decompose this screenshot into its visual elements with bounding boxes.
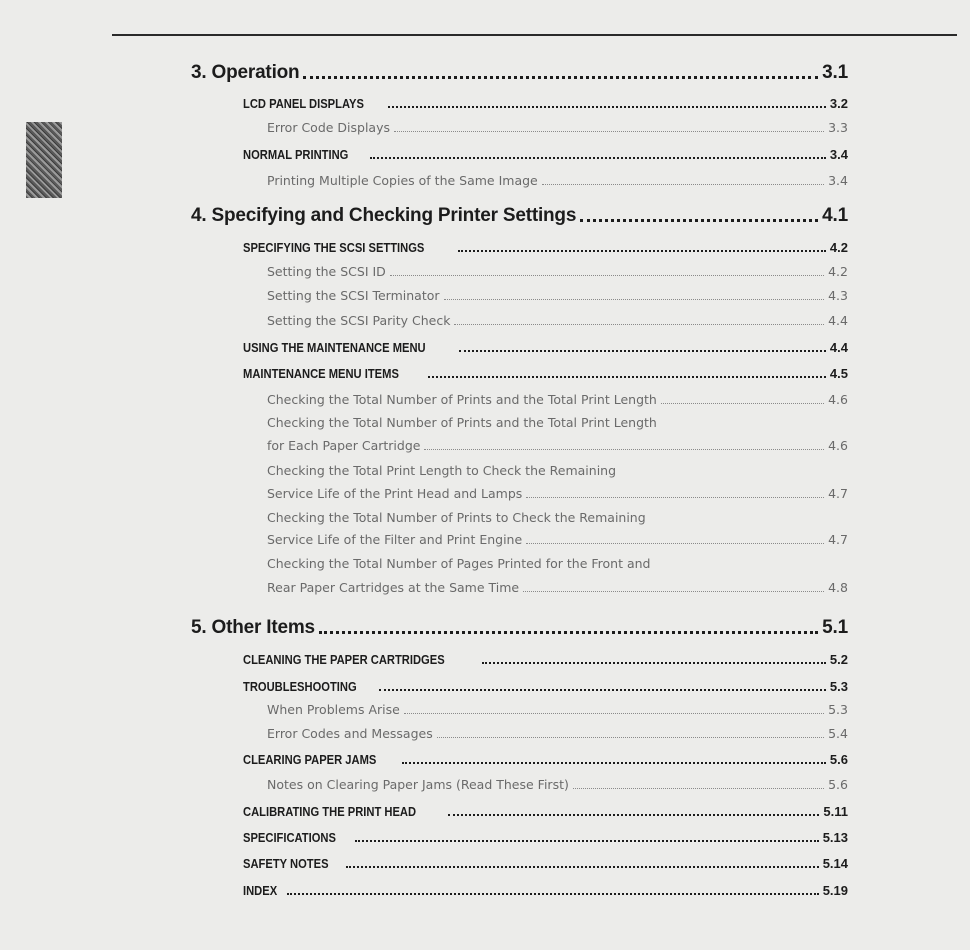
toc-entry-sub — [267, 486, 848, 501]
toc-entry-section — [243, 830, 848, 845]
dot-leader — [319, 631, 818, 634]
toc-page-number: 4.3 — [828, 288, 848, 303]
toc-page-number: 3.1 — [822, 62, 848, 83]
toc-page-number: 4.4 — [828, 313, 848, 328]
toc-entry-title: Setting the SCSI Parity Check — [267, 313, 451, 328]
dot-leader — [444, 299, 825, 300]
toc-page-number: 4.5 — [829, 366, 848, 381]
toc-entry-title: Checking the Total Number of Prints and the Total Print Length — [267, 415, 657, 430]
toc-page-number: 4.8 — [828, 580, 848, 595]
toc-entry-sub — [267, 264, 848, 279]
toc-page-number: 5.4 — [828, 726, 848, 741]
toc-page-number: 4.6 — [828, 392, 848, 407]
toc-entry-title: Printing Multiple Copies of the Same Image — [267, 173, 538, 188]
dot-leader — [458, 250, 826, 252]
toc-entry-title: Service Life of the Print Head and Lamps — [267, 486, 523, 501]
dot-leader — [482, 662, 826, 664]
toc-entry-sub — [267, 288, 848, 303]
dot-leader — [303, 76, 818, 79]
toc-entry-title: Checking the Total Number of Prints to Check the Remaining — [267, 510, 646, 525]
toc-entry-title: 5. Other Items — [191, 617, 315, 638]
toc-entry-section — [243, 752, 848, 767]
toc-page-number: 5.14 — [822, 856, 848, 871]
dot-leader — [428, 376, 826, 378]
toc-entry-sub — [267, 580, 848, 595]
dot-leader — [459, 350, 826, 352]
toc-entry-section — [243, 652, 848, 667]
toc-entry-title: Error Codes and Messages — [267, 726, 433, 741]
toc-entry-sub — [267, 313, 848, 328]
toc-entry-sub-line — [267, 510, 646, 525]
toc-entry-sub — [267, 173, 848, 188]
toc-entry-sub-line — [267, 415, 657, 430]
toc-entry-title: When Problems Arise — [267, 702, 400, 717]
toc-page-number: 5.11 — [823, 804, 848, 819]
toc-page-number: 4.1 — [822, 205, 848, 226]
toc-page-number: 4.2 — [828, 264, 848, 279]
toc-entry-section — [243, 147, 848, 162]
toc-entry-title: 4. Specifying and Checking Printer Settings — [191, 205, 577, 226]
toc-page-number: 3.2 — [829, 96, 848, 111]
toc-page-number: 4.6 — [828, 438, 848, 453]
toc-entry-title: Checking the Total Number of Prints and the Total Print Length — [267, 392, 657, 407]
dot-leader — [355, 840, 819, 842]
toc-entry-title: Notes on Clearing Paper Jams (Read These First) — [267, 777, 569, 792]
toc-entry-title: TROUBLESHOOTING — [243, 679, 357, 694]
toc-page-number: 5.13 — [822, 830, 848, 845]
toc-entry-title: SAFETY NOTES — [243, 856, 329, 871]
toc-entry-title: for Each Paper Cartridge — [267, 438, 421, 453]
toc-entry-sub-line — [267, 463, 616, 478]
toc-entry-chapter — [191, 617, 848, 639]
toc-entry-sub — [267, 702, 848, 717]
toc-entry-title: Checking the Total Print Length to Check the Remaining — [267, 463, 617, 478]
dot-leader — [287, 893, 819, 895]
dot-leader — [379, 689, 826, 691]
dot-leader — [394, 131, 824, 132]
toc-entry-title: Setting the SCSI ID — [267, 264, 386, 279]
toc-entry-title: Rear Paper Cartridges at the Same Time — [267, 580, 520, 595]
toc-entry-section — [243, 883, 848, 898]
toc-page-number: 4.7 — [828, 486, 848, 501]
chapter-tab-marker — [26, 122, 62, 198]
toc-entry-chapter — [191, 205, 848, 227]
toc-entry-title: Checking the Total Number of Pages Printed for the Front and — [267, 556, 651, 571]
toc-entry-section — [243, 804, 848, 819]
dot-leader — [526, 497, 824, 498]
dot-leader — [370, 157, 826, 159]
toc-entry-title: NORMAL PRINTING — [243, 147, 349, 162]
toc-page-number: 3.4 — [829, 147, 848, 162]
dot-leader — [388, 106, 826, 108]
toc-entry-title: Setting the SCSI Terminator — [267, 288, 440, 303]
toc-page-number: 5.2 — [829, 652, 848, 667]
dot-leader — [346, 866, 818, 868]
toc-entry-section — [243, 856, 848, 871]
toc-entry-title: SPECIFYING THE SCSI SETTINGS — [243, 240, 425, 255]
dot-leader — [402, 762, 826, 764]
toc-entry-section — [243, 366, 848, 381]
toc-entry-sub-line — [267, 556, 650, 571]
toc-page-number: 5.19 — [822, 883, 848, 898]
toc-entry-title: INDEX — [243, 883, 278, 898]
toc-entry-sub — [267, 392, 848, 407]
dot-leader — [542, 184, 824, 185]
toc-page-number: 5.1 — [822, 617, 848, 638]
toc-page-number: 3.4 — [828, 173, 848, 188]
toc-page-number: 5.6 — [828, 777, 848, 792]
toc-page-number: 4.2 — [829, 240, 848, 255]
dot-leader — [526, 543, 824, 544]
toc-entry-section — [243, 340, 848, 355]
header-rule — [112, 34, 957, 36]
dot-leader — [448, 814, 819, 816]
toc-entry-title: CLEANING THE PAPER CARTRIDGES — [243, 652, 445, 667]
toc-entry-sub — [267, 532, 848, 547]
toc-entry-title: Error Code Displays — [267, 120, 391, 135]
toc-entry-title: SPECIFICATIONS — [243, 830, 336, 845]
toc-page-number: 5.6 — [829, 752, 848, 767]
dot-leader — [424, 449, 824, 450]
dot-leader — [580, 219, 818, 222]
dot-leader — [454, 324, 824, 325]
dot-leader — [523, 591, 824, 592]
toc-entry-title: USING THE MAINTENANCE MENU — [243, 340, 426, 355]
toc-entry-section — [243, 240, 848, 255]
toc-entry-sub — [267, 777, 848, 792]
toc-page-number: 5.3 — [829, 679, 848, 694]
dot-leader — [404, 713, 824, 714]
dot-leader — [390, 275, 824, 276]
toc-page-number: 5.3 — [828, 702, 848, 717]
toc-entry-title: CLEARING PAPER JAMS — [243, 752, 377, 767]
toc-entry-title: LCD PANEL DISPLAYS — [243, 96, 364, 111]
toc-page-number: 4.4 — [829, 340, 848, 355]
toc-entry-title: MAINTENANCE MENU ITEMS — [243, 366, 399, 381]
toc-entry-sub — [267, 726, 848, 741]
toc-entry-title: CALIBRATING THE PRINT HEAD — [243, 804, 417, 819]
toc-entry-title: Service Life of the Filter and Print Engine — [267, 532, 523, 547]
toc-entry-section — [243, 679, 848, 694]
dot-leader — [661, 403, 824, 404]
toc-entry-sub — [267, 120, 848, 135]
dot-leader — [437, 737, 824, 738]
toc-entry-chapter — [191, 62, 848, 84]
toc-page-number: 4.7 — [828, 532, 848, 547]
toc-entry-section — [243, 96, 848, 111]
toc-entry-sub — [267, 438, 848, 453]
dot-leader — [573, 788, 824, 789]
toc-page-number: 3.3 — [828, 120, 848, 135]
toc-entry-title: 3. Operation — [191, 62, 300, 83]
